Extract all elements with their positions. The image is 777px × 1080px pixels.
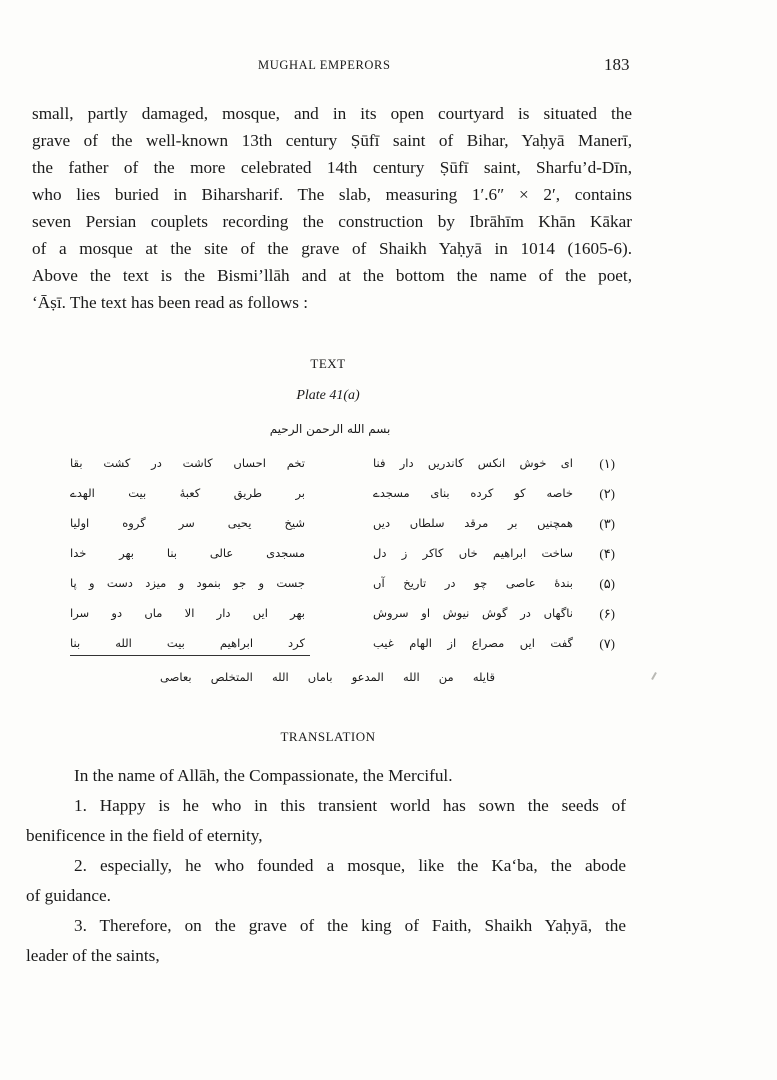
couplet-row (70, 452, 615, 482)
page-blemish (651, 672, 657, 680)
body-line: ‘Āṣī. The text has been read as follows : (32, 293, 309, 312)
translation-line: 1. Happy is he who in this transient world has sown the seeds of (74, 796, 626, 815)
couplet-first-hemistich: خاصه کو کرده بنای مسجدے (373, 486, 573, 500)
plate-caption: Plate 41(a) (296, 388, 360, 403)
running-head: MUGHAL EMPERORS (258, 58, 391, 72)
text-section-heading: TEXT (310, 356, 346, 371)
couplet-second-hemistich: کرد ابراهیم بیت الله بنا (70, 636, 305, 650)
translation-body (26, 761, 626, 971)
couplet-number: (۱) (599, 456, 615, 471)
couplet-first-hemistich: ساخت ابراهیم خاں کاکر ز دل (373, 546, 573, 560)
couplet-second-hemistich: تخم احساں کاشت در کشت بقا (70, 456, 305, 470)
translation-heading: TRANSLATION (280, 729, 376, 744)
body-line: who lies buried in Biharsharif. The slab, measuring 1′.6″ × 2′, contains (32, 185, 632, 204)
couplet-second-hemistich: جست و جو بنمود و میزد دست و پا (70, 576, 305, 590)
translation-line: leader of the saints, (26, 946, 160, 965)
body-line: grave of the well-known 13th century Ṣūfī saint of Bihar, Yaḥyā Manerī, (32, 131, 632, 150)
couplet-number: (۵) (599, 576, 615, 591)
couplet-first-hemistich: همچنیں بر مرقد سلطاں دیں (373, 516, 573, 530)
couplet-row (70, 632, 615, 662)
couplet-number: (۳) (599, 516, 615, 531)
persian-couplets (70, 452, 615, 662)
poet-colophon: قایله من الله المدعو باماں الله المتخلص بعاصی (160, 670, 495, 684)
translation-line: In the name of Allāh, the Compassionate, the Merciful. (74, 766, 453, 785)
couplet-row (70, 542, 615, 572)
couplet-row (70, 512, 615, 542)
couplet-row (70, 572, 615, 602)
couplet-first-hemistich: ای خوش انکس کاندریں دار فنا (373, 456, 573, 470)
translation-line: 3. Therefore, on the grave of the king of Faith, Shaikh Yaḥyā, the (74, 916, 626, 935)
body-line: small, partly damaged, mosque, and in its open courtyard is situated the (32, 104, 632, 123)
couplet-first-hemistich: ناگهاں در گوش نیوش او سروش (373, 606, 573, 620)
couplet-second-hemistich: شیخ یحیی سر گروه اولیا (70, 516, 305, 530)
couplet-number: (۲) (599, 486, 615, 501)
couplet-number: (۷) (599, 636, 615, 651)
couplet-second-hemistich: بهر ایں دار الا ماں دو سرا (70, 606, 305, 620)
body-line: the father of the more celebrated 14th century Ṣūfī saint, Sharfu’d-Dīn, (32, 158, 632, 177)
couplet-first-hemistich: گفت ایں مصراع از الهام غیب (373, 636, 573, 650)
translation-line: benificence in the field of eternity, (26, 826, 263, 845)
body-paragraph (32, 100, 632, 316)
body-line: of a mosque at the site of the grave of Shaikh Yaḥyā in 1014 (1605-6). (32, 239, 632, 258)
couplet-second-hemistich: مسجدی عالی بنا بهر خدا (70, 546, 305, 560)
bismillah-line: بسم الله الرحمن الرحیم (269, 422, 391, 436)
couplet-number: (۶) (599, 606, 615, 621)
couplet-row (70, 482, 615, 512)
translation-line: 2. especially, he who founded a mosque, like the Ka‘ba, the abode (74, 856, 626, 875)
couplet-first-hemistich: بندهٔ عاصی چو در تاریخ آں (373, 576, 573, 590)
body-line: seven Persian couplets recording the construction by Ibrāhīm Khān Kākar (32, 212, 632, 231)
body-line: Above the text is the Bismi’llāh and at the bottom the name of the poet, (32, 266, 632, 285)
couplet-number: (۴) (599, 546, 615, 561)
couplet-second-hemistich: بر طریق کعبهٔ بیت الهدے (70, 486, 305, 500)
page-number: 183 (604, 55, 630, 74)
couplet-row (70, 602, 615, 632)
translation-line: of guidance. (26, 886, 111, 905)
divider-rule (70, 655, 310, 656)
